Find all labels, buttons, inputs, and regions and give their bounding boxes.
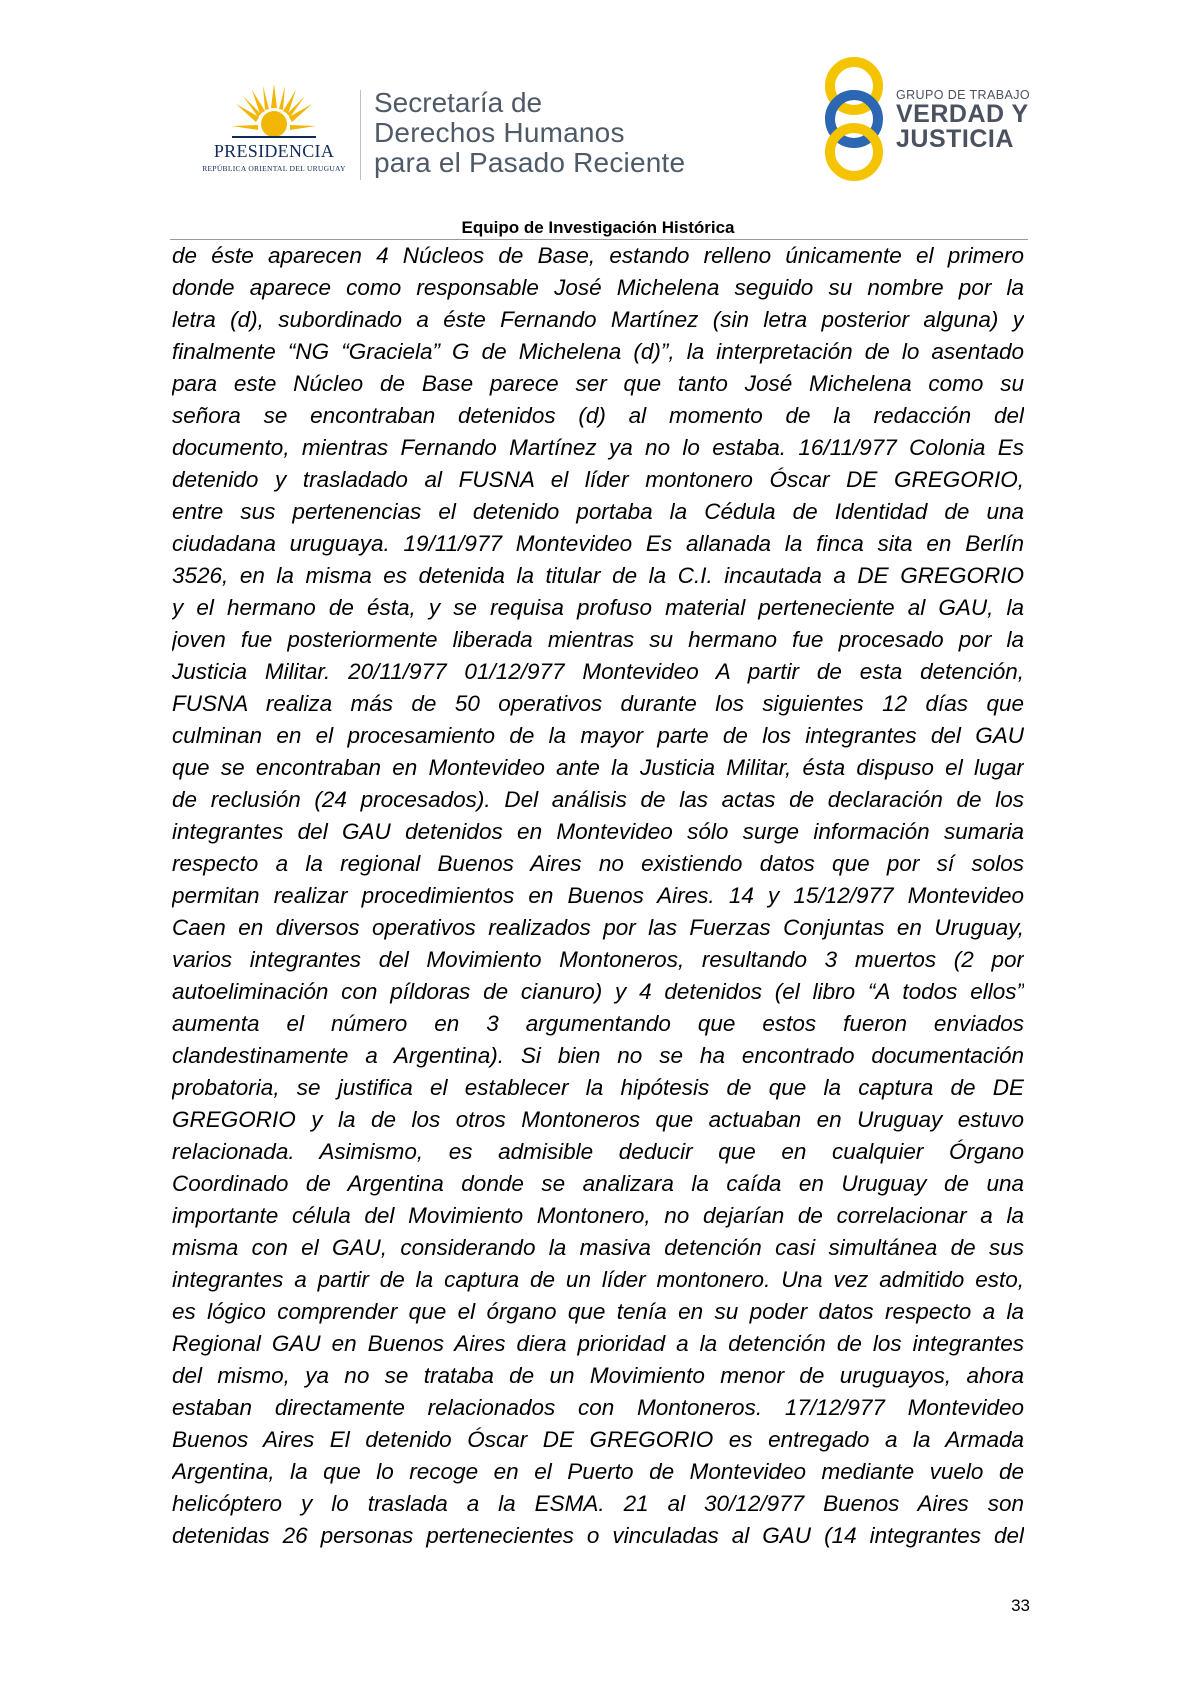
body-line: para este Núcleo de Base parece ser que tanto José Michelena como su — [172, 371, 1024, 396]
body-line: respecto a la regional Buenos Aires no existiendo datos que por sí solos — [172, 851, 1024, 876]
body-line: FUSNA realiza más de 50 operativos durante los siguientes 12 días que — [172, 691, 1024, 716]
body-line: Coordinado de Argentina donde se analizara la caída en Uruguay de una — [172, 1171, 1024, 1196]
presidencia-name: PRESIDENCIA — [213, 141, 335, 161]
body-line: permitan realizar procedimientos en Buenos Aires. 14 y 15/12/977 Montevideo — [172, 883, 1024, 908]
body-line: clandestinamente a Argentina). Si bien no se ha encontrado documentación — [172, 1043, 1024, 1068]
secretaria-title — [374, 88, 685, 178]
body-line: documento, mientras Fernando Martínez ya no lo estaba. 16/11/977 Colonia Es — [172, 435, 1024, 460]
grupo-trabajo-small: GRUPO DE TRABAJO — [896, 88, 1030, 102]
body-line: que se encontraban en Montevideo ante la Justicia Militar, ésta dispuso el lugar — [172, 755, 1024, 780]
body-line: integrantes del GAU detenidos en Montevideo sólo surge información sumaria — [172, 819, 1024, 844]
body-line: misma con el GAU, considerando la masiva detención casi simultánea de sus — [172, 1235, 1024, 1260]
presidencia-logo — [196, 84, 352, 180]
secretaria-line-2: Derechos Humanos — [374, 117, 625, 148]
presidencia-subtitle: REPÚBLICA ORIENTAL DEL URUGUAY — [202, 164, 346, 173]
body-line: donde aparece como responsable José Michelena seguido su nombre por la — [172, 275, 1024, 300]
body-line: relacionada. Asimismo, es admisible deducir que en cualquier Órgano — [172, 1139, 1024, 1164]
page-header — [0, 0, 1190, 237]
body-line: detenidas 26 personas pertenecientes o vinculadas al GAU (14 integrantes del — [172, 1523, 1024, 1548]
body-line: helicóptero y lo traslada a la ESMA. 21 al 30/12/977 Buenos Aires son — [172, 1491, 1024, 1516]
body-line: Caen en diversos operativos realizados por las Fuerzas Conjuntas en Uruguay, — [172, 915, 1024, 940]
body-line: varios integrantes del Movimiento Montoneros, resultando 3 muertos (2 por — [172, 947, 1024, 972]
body-line: de éste aparecen 4 Núcleos de Base, estando relleno únicamente el primero — [172, 243, 1024, 268]
body-line: es lógico comprender que el órgano que tenía en su poder datos respecto a la — [172, 1299, 1024, 1324]
body-line: Justicia Militar. 20/11/977 01/12/977 Montevideo A partir de esta detención, — [172, 659, 1024, 684]
body-line: de reclusión (24 procesados). Del análisis de las actas de declaración de los — [172, 787, 1024, 812]
body-line: y el hermano de ésta, y se requisa profuso material perteneciente al GAU, la — [172, 595, 1024, 620]
body-line: 3526, en la misma es detenida la titular de la C.I. incautada a DE GREGORIO — [172, 563, 1024, 588]
body-line: finalmente “NG “Graciela” G de Michelena (d)”, la interpretación de lo asentado — [172, 339, 1024, 364]
body-line: integrantes a partir de la captura de un líder montonero. Una vez admitido esto, — [172, 1267, 1024, 1292]
page-number: 33 — [1011, 1596, 1030, 1615]
grupo-trabajo-verdad: VERDAD Y — [896, 100, 1029, 128]
body-text — [172, 240, 1024, 1552]
team-label: Equipo de Investigación Histórica — [461, 218, 735, 237]
body-line: detenido y trasladado al FUSNA el líder montonero Óscar DE GREGORIO, — [172, 467, 1024, 492]
secretaria-line-3: para el Pasado Reciente — [374, 147, 686, 178]
body-line: entre sus pertenencias el detenido portaba la Cédula de Identidad de una — [172, 499, 1024, 524]
body-line: importante célula del Movimiento Montonero, no dejarían de correlacionar a la — [172, 1203, 1024, 1228]
sun-emblem-icon — [232, 84, 316, 142]
header-divider — [360, 90, 361, 180]
body-line: culminan en el procesamiento de la mayor parte de los integrantes del GAU — [172, 723, 1024, 748]
body-line: GREGORIO y la de los otros Montoneros que actuaban en Uruguay estuvo — [172, 1107, 1024, 1132]
body-line: joven fue posteriormente liberada mientras su hermano fue procesado por la — [172, 627, 1024, 652]
body-line: letra (d), subordinado a éste Fernando Martínez (sin letra posterior alguna) y — [172, 307, 1024, 332]
body-line: aumenta el número en 3 argumentando que estos fueron enviados — [172, 1011, 1024, 1036]
body-line: ciudadana uruguaya. 19/11/977 Montevideo Es allanada la finca sita en Berlín — [172, 531, 1024, 556]
body-line: del mismo, ya no se trataba de un Movimiento menor de uruguayos, ahora — [172, 1363, 1024, 1388]
linked-rings-icon — [817, 56, 891, 182]
body-line: señora se encontraban detenidos (d) al momento de la redacción del — [172, 403, 1024, 428]
body-line: autoeliminación con píldoras de cianuro) y 4 detenidos (el libro “A todos ellos” — [172, 979, 1024, 1004]
body-line: probatoria, se justifica el establecer la hipótesis de que la captura de DE — [172, 1075, 1024, 1100]
body-line: Argentina, la que lo recoge en el Puerto de Montevideo mediante vuelo de — [172, 1459, 1024, 1484]
grupo-trabajo-label — [896, 88, 1030, 152]
body-line: Buenos Aires El detenido Óscar DE GREGORIO es entregado a la Armada — [172, 1427, 1024, 1452]
grupo-trabajo-justicia: JUSTICIA — [896, 125, 1014, 153]
body-line: Regional GAU en Buenos Aires diera prioridad a la detención de los integrantes — [172, 1331, 1024, 1356]
body-line: estaban directamente relacionados con Montoneros. 17/12/977 Montevideo — [172, 1395, 1024, 1420]
secretaria-line-1: Secretaría de — [374, 87, 543, 118]
